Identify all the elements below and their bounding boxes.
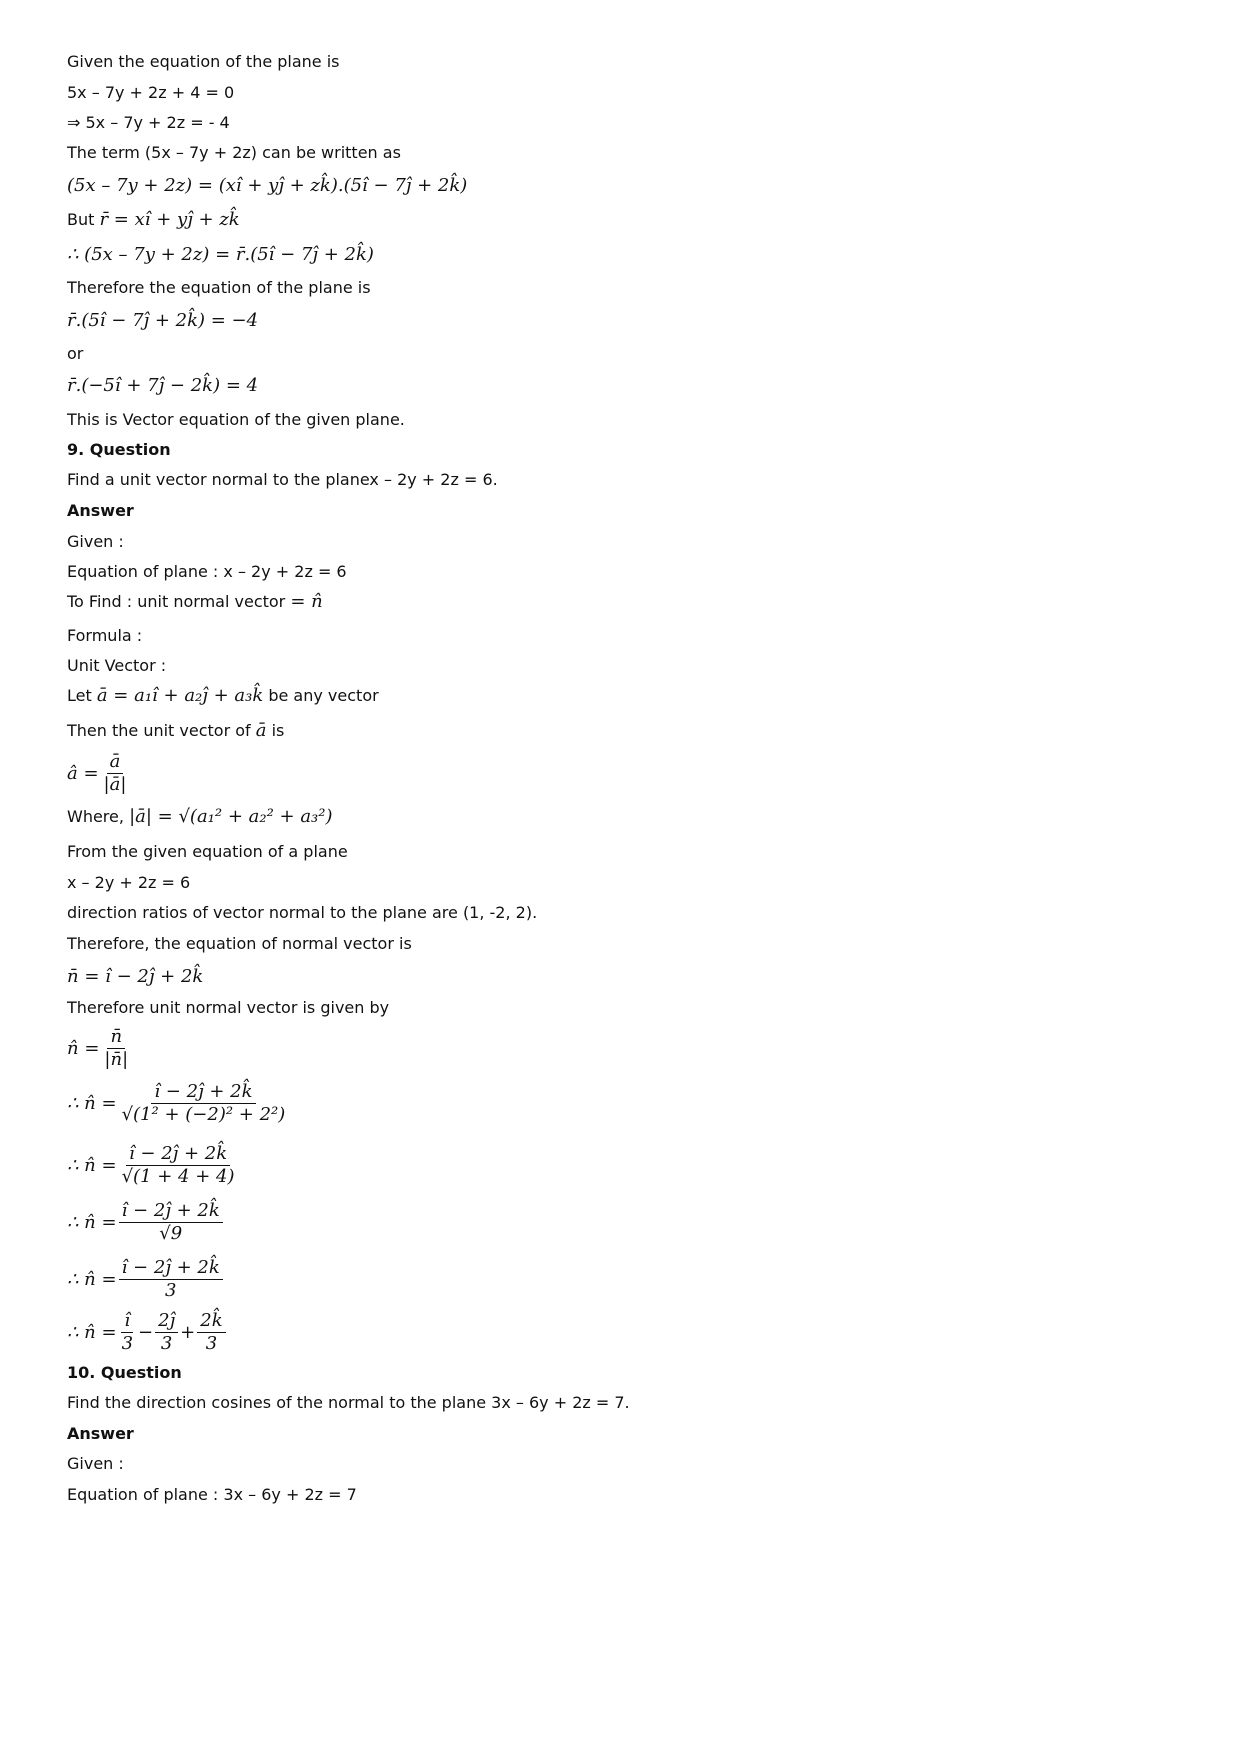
text-prefix: Let [67, 686, 92, 705]
text-line: Equation of plane : 3x – 6y + 2z = 7 [67, 1485, 357, 1504]
fraction [119, 1311, 136, 1354]
question-heading: 10. Question [67, 1363, 182, 1382]
text-line: Given the equation of the plane is [67, 52, 340, 71]
numerator: n̄ [107, 1027, 125, 1049]
math-line: n̄ = î − 2ĵ + 2k̂ [67, 966, 204, 987]
lhs: ∴ n̂ = [67, 1321, 117, 1343]
answer-heading: Answer [67, 501, 134, 520]
numerator: î − 2ĵ + 2k̂ [151, 1082, 255, 1104]
numerator: î − 2ĵ + 2k̂ [126, 1144, 230, 1166]
equation-line: ⇒ 5x – 7y + 2z = - 4 [67, 113, 230, 132]
math-line: r̄.(5î − 7ĵ + 2k̂) = −4 [67, 310, 259, 331]
numerator: î − 2ĵ + 2k̂ [119, 1201, 223, 1223]
math-expression: r̄ = xî + yĵ + zk̂ [99, 209, 240, 230]
denominator: 3 [160, 1333, 173, 1354]
fraction [101, 752, 130, 795]
denominator: |ā| [103, 774, 127, 795]
text-prefix: Then the unit vector of [67, 721, 251, 740]
math-line [67, 210, 240, 230]
lhs: n̂ = [67, 1037, 100, 1059]
fraction [155, 1311, 178, 1354]
text-line: Therefore, the equation of normal vector is [67, 934, 412, 953]
text-line: The term (5x – 7y + 2z) can be written as [67, 143, 401, 162]
answer-heading: Answer [67, 1424, 134, 1443]
fraction-equation [67, 1311, 228, 1354]
fraction [197, 1311, 225, 1354]
math-line: ∴ (5x – 7y + 2z) = r̄.(5î − 7ĵ + 2k̂) [67, 244, 374, 265]
fraction-equation [67, 1027, 133, 1070]
lhs: ∴ n̂ = [67, 1154, 117, 1176]
fraction [119, 1258, 223, 1301]
text-line: Equation of plane : x – 2y + 2z = 6 [67, 562, 347, 581]
numerator: î − 2ĵ + 2k̂ [119, 1258, 223, 1280]
text-line: or [67, 344, 84, 363]
text-line: Therefore unit normal vector is given by [67, 998, 390, 1017]
fraction-equation [67, 1258, 225, 1301]
math-expression: ā [255, 720, 267, 741]
lhs: ∴ n̂ = [67, 1092, 117, 1114]
denominator: √(1² + (−2)² + 2²) [121, 1104, 286, 1125]
question-text: Find the direction cosines of the normal to the plane 3x – 6y + 2z = 7. [67, 1393, 630, 1412]
denominator: |n̄| [104, 1049, 129, 1070]
fraction-equation [67, 752, 131, 795]
text-line: Unit Vector : [67, 656, 167, 675]
fraction [119, 1082, 289, 1125]
math-expression: |ā| = √(a₁² + a₂² + a₃²) [129, 806, 333, 827]
denominator: 3 [164, 1280, 177, 1301]
fraction-equation [67, 1201, 225, 1244]
equation-line: 5x – 7y + 2z + 4 = 0 [67, 83, 235, 102]
text-line: Therefore the equation of the plane is [67, 278, 371, 297]
denominator: √(1 + 4 + 4) [121, 1166, 235, 1187]
lhs: â = [67, 762, 99, 784]
math-expression: ā = a₁î + a₂ĵ + a₃k̂ [96, 685, 264, 706]
question-text: Find a unit vector normal to the planex – 2y + 2z = 6. [67, 470, 498, 489]
fraction-equation [67, 1082, 290, 1125]
lhs: ∴ n̂ = [67, 1268, 117, 1290]
text-line: Given : [67, 532, 124, 551]
fraction [101, 1027, 131, 1070]
operator: + [180, 1321, 196, 1343]
fraction [119, 1201, 223, 1244]
numerator: 2k̂ [197, 1311, 225, 1333]
text-line: Given : [67, 1454, 124, 1473]
lhs: ∴ n̂ = [67, 1211, 117, 1233]
math-expression: = n̂ [290, 591, 323, 612]
numerator: î [121, 1311, 133, 1333]
text-line [67, 721, 284, 741]
fraction [119, 1144, 238, 1187]
numerator: ā [107, 752, 124, 774]
text-suffix: is [271, 721, 285, 740]
text-line: From the given equation of a plane [67, 842, 348, 861]
text-line [67, 686, 379, 706]
text-prefix: Where, [67, 807, 124, 826]
denominator: 3 [121, 1333, 134, 1354]
denominator: 3 [205, 1333, 218, 1354]
denominator: √9 [159, 1223, 183, 1244]
operator: − [138, 1321, 154, 1343]
text-line: Formula : [67, 626, 143, 645]
text-line: direction ratios of vector normal to the plane are (1, -2, 2). [67, 903, 538, 922]
text-prefix: To Find : unit normal vector [67, 592, 286, 611]
text-line: This is Vector equation of the given plane. [67, 410, 405, 429]
math-line: (5x – 7y + 2z) = (xî + yĵ + zk̂).(5î − 7ĵ + 2k̂) [67, 175, 468, 196]
numerator: 2ĵ [155, 1311, 178, 1333]
fraction-equation [67, 1144, 240, 1187]
text-prefix: But [67, 210, 95, 229]
math-line: r̄.(−5î + 7ĵ − 2k̂) = 4 [67, 375, 259, 396]
text-line [67, 807, 333, 827]
equation-line: x – 2y + 2z = 6 [67, 873, 191, 892]
text-line [67, 592, 323, 612]
text-suffix: be any vector [268, 686, 379, 705]
question-heading: 9. Question [67, 440, 171, 459]
